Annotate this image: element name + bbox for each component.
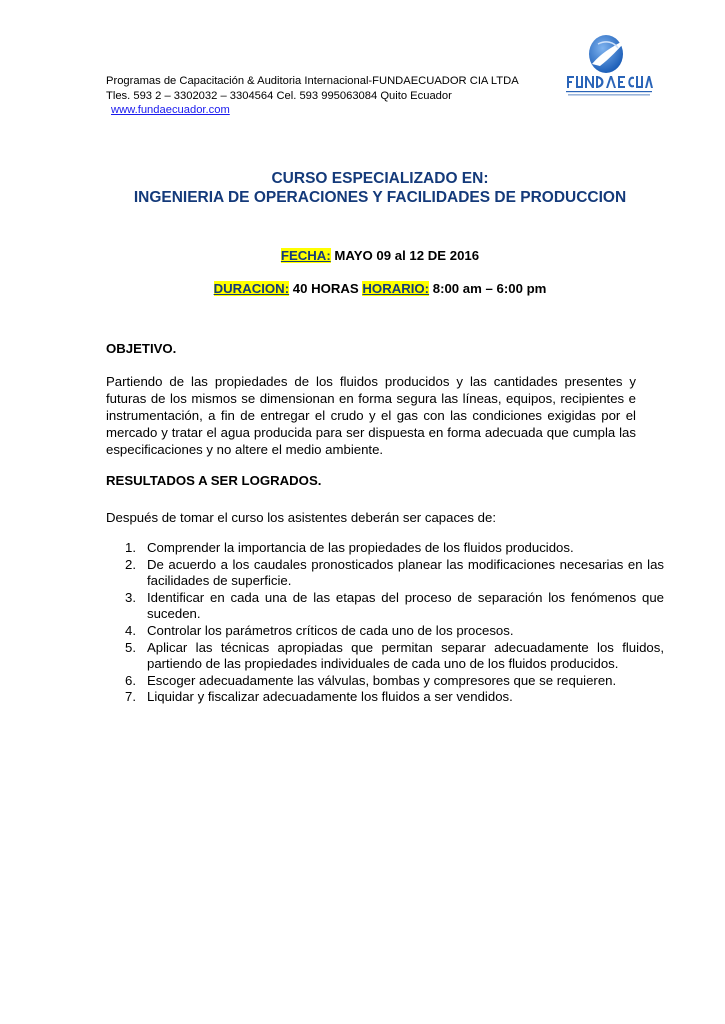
list-item-number: 5. <box>125 639 136 655</box>
list-item <box>106 540 664 557</box>
list-item <box>106 557 664 590</box>
list-item-number: 1. <box>125 540 136 555</box>
date-label: FECHA: <box>280 248 331 263</box>
list-item-text: Identificar en cada una de las etapas del proceso de separación los fenómenos que suceden. <box>147 589 664 622</box>
list-item-text: Aplicar las técnicas apropiadas que permitan separar adecuadamente los fluidos, partiendo de las propiedades individuales de cada uno de los fluidos producidos. <box>147 639 664 672</box>
fundaecuador-logo <box>562 30 658 104</box>
schedule-label: HORARIO: <box>362 281 430 296</box>
list-item-number: 3. <box>125 589 136 605</box>
list-item-text: Controlar los parámetros críticos de cada uno de los procesos. <box>147 622 514 638</box>
list-item-number: 7. <box>125 689 136 705</box>
duration-line <box>0 281 725 296</box>
list-item-number: 4. <box>125 622 136 638</box>
list-item-number: 2. <box>125 556 136 572</box>
duration-label: DURACION: <box>213 281 290 296</box>
schedule-value: 8:00 am – 6:00 pm <box>432 281 547 296</box>
course-title-line1: CURSO ESPECIALIZADO EN: <box>271 170 489 187</box>
objective-heading: OBJETIVO. <box>106 341 177 356</box>
letterhead <box>106 74 519 118</box>
list-item <box>106 673 664 690</box>
website-link[interactable]: www.fundaecuador.com <box>111 104 230 116</box>
results-list <box>106 540 664 706</box>
list-item-number: 6. <box>125 672 136 688</box>
results-intro: Después de tomar el curso los asistentes deberán ser capaces de: <box>106 510 496 525</box>
letterhead-phones: Tles. 593 2 – 3302032 – 3304564 Cel. 593 995063084 Quito Ecuador <box>106 89 452 102</box>
course-title-line2: INGENIERIA DE OPERACIONES Y FACILIDADES DE PRODUCCION <box>133 189 627 206</box>
list-item-text: Escoger adecuadamente las válvulas, bombas y compresores que se requieren. <box>147 672 617 688</box>
list-item-text: De acuerdo a los caudales pronosticados planear las modificaciones necesarias en las facilidades de superficie. <box>147 556 664 589</box>
date-line <box>0 248 725 263</box>
list-item <box>106 689 664 706</box>
course-title <box>0 169 725 207</box>
objective-text: Partiendo de las propiedades de los fluidos producidos y las cantidades presentes y futuras de los mismos se dimensionan en forma segura las líneas, equipos, recipientes e instrumentación, a fin de entregar el crudo y el gas con las condiciones exigidas por el mercado y tratar el agua producida para ser dispuesta en forma adecuada que cumpla las especificaciones y no altere el medio ambiente. <box>106 374 636 457</box>
list-item <box>106 640 664 673</box>
results-heading: RESULTADOS A SER LOGRADOS. <box>106 473 322 488</box>
date-value: MAYO 09 al 12 DE 2016 <box>334 248 480 263</box>
list-item-text: Comprender la importancia de las propiedades de los fluidos producidos. <box>147 540 574 555</box>
list-item <box>106 590 664 623</box>
letterhead-company: Programas de Capacitación & Auditoria Internacional-FUNDAECUADOR CIA LTDA <box>106 75 519 87</box>
duration-value: 40 HORAS <box>292 281 359 296</box>
list-item-text: Liquidar y fiscalizar adecuadamente los fluidos a ser vendidos. <box>147 689 513 705</box>
list-item <box>106 623 664 640</box>
